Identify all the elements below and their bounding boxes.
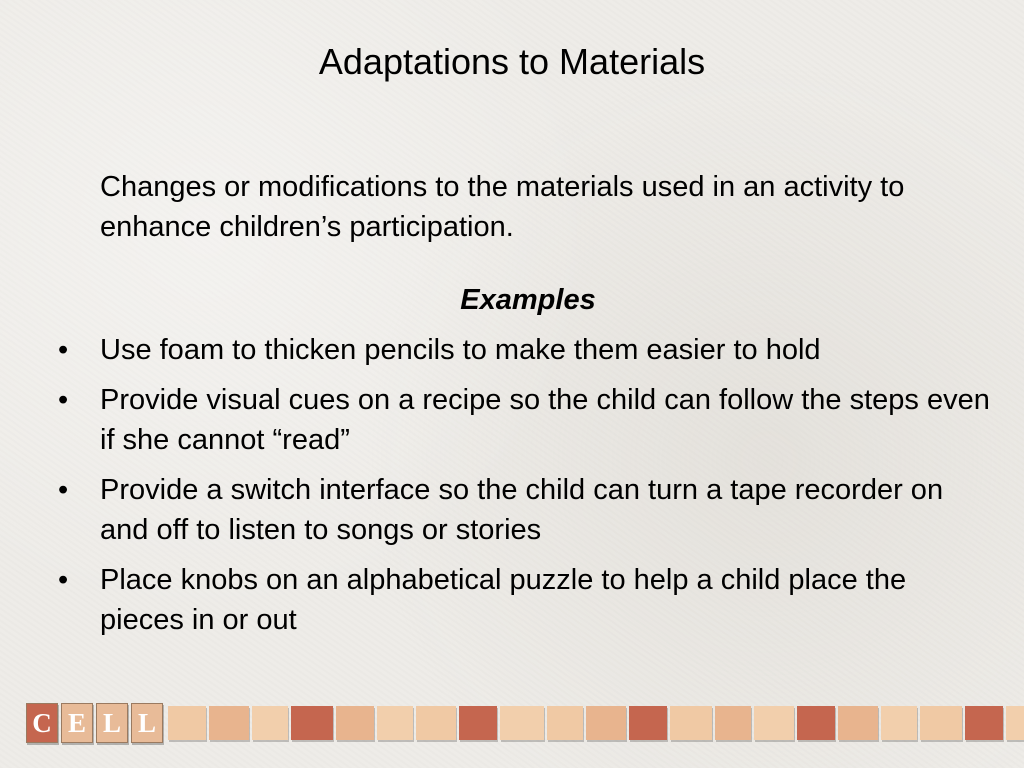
strip-block	[629, 706, 667, 740]
list-item	[0, 380, 990, 460]
bullet-icon: •	[58, 474, 69, 506]
strip-block	[377, 706, 413, 740]
bullet-icon: •	[58, 384, 69, 416]
logo-letter-c: C	[26, 703, 58, 743]
bullet-icon: •	[58, 334, 69, 366]
slide-title: Adaptations to Materials	[318, 41, 706, 82]
logo-letter-l: L	[96, 703, 128, 743]
strip-block	[754, 706, 794, 740]
strip-block	[500, 706, 544, 740]
strip-block	[209, 706, 249, 740]
examples-heading: Examples	[460, 284, 596, 316]
cell-logo	[26, 703, 166, 743]
list-item-text: Use foam to thicken pencils to make them easier to hold	[100, 334, 821, 366]
list-item-text: Provide a switch interface so the child can turn a tape recorder on and off to listen to songs or stories	[100, 474, 944, 546]
examples-list	[0, 330, 990, 650]
strip-block	[670, 706, 712, 740]
strip-block	[252, 706, 288, 740]
strip-block	[881, 706, 917, 740]
strip-block	[459, 706, 497, 740]
decorative-block-strip	[168, 703, 1024, 743]
strip-block	[920, 706, 962, 740]
strip-block	[547, 706, 583, 740]
strip-block	[291, 706, 333, 740]
strip-block	[168, 706, 206, 740]
intro-text: Changes or modifications to the materials used in an activity to enhance children’s participation.	[100, 171, 905, 243]
strip-block	[715, 706, 751, 740]
strip-block	[797, 706, 835, 740]
list-item	[0, 470, 990, 550]
strip-block	[336, 706, 374, 740]
list-item-text: Place knobs on an alphabetical puzzle to help a child place the pieces in or out	[100, 564, 907, 636]
footer-banner	[26, 703, 1024, 743]
list-item-text: Provide visual cues on a recipe so the child can follow the steps even if she cannot “read”	[100, 384, 990, 456]
strip-block	[1006, 706, 1024, 740]
bullet-icon: •	[58, 564, 69, 596]
strip-block	[838, 706, 878, 740]
strip-block	[586, 706, 626, 740]
logo-letter-e: E	[61, 703, 93, 743]
strip-block	[416, 706, 456, 740]
list-item	[0, 330, 990, 370]
list-item	[0, 560, 990, 640]
strip-block	[965, 706, 1003, 740]
logo-letter-l-2: L	[131, 703, 163, 743]
